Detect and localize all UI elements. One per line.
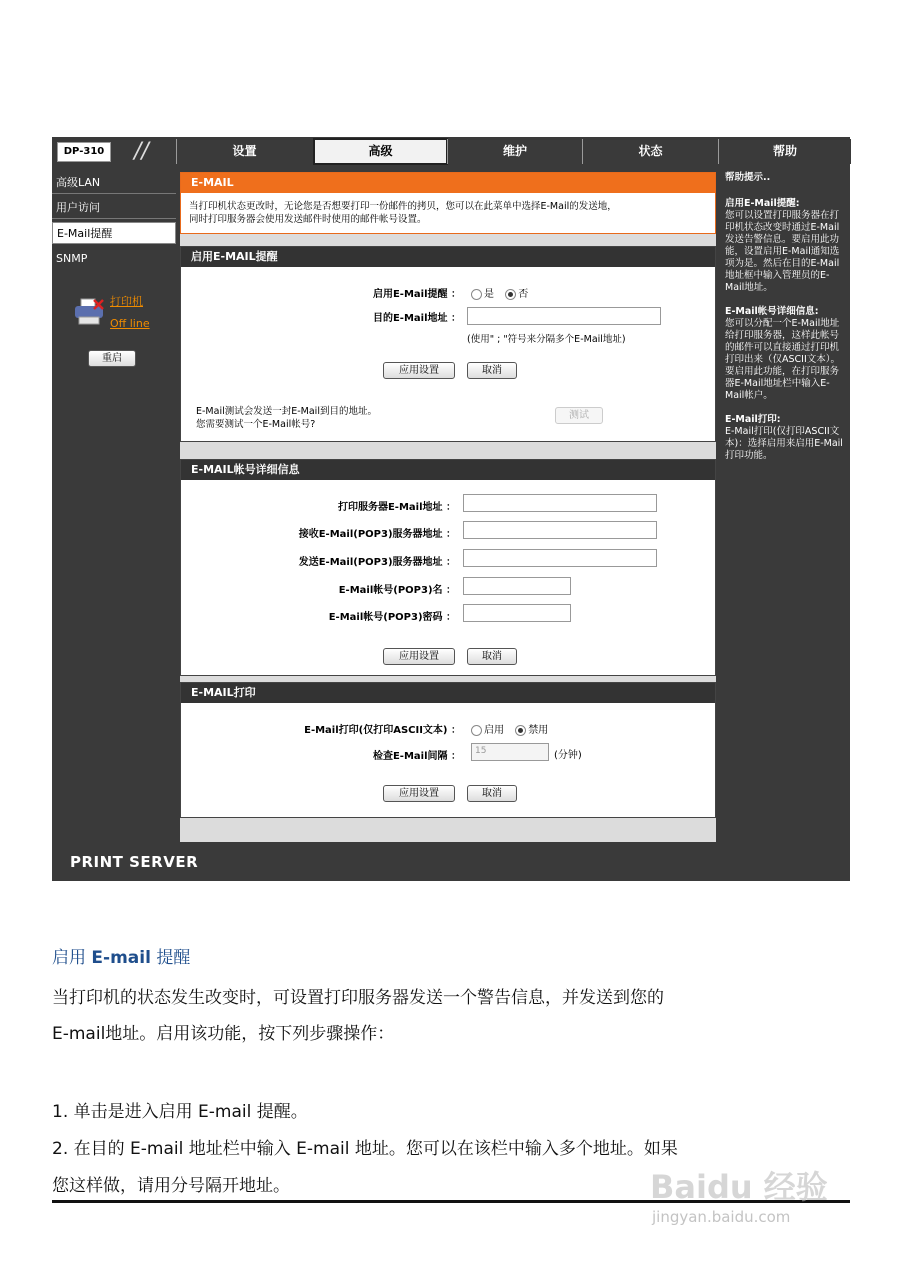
apply-button[interactable]: 应用设置 [383,785,455,802]
radio-yes[interactable] [471,289,482,300]
sidebar-item-advanced-lan[interactable]: 高级LAN [52,172,176,194]
doc-heading-prefix: 启用 [52,948,92,968]
dest-email-label: 目的E-Mail地址 ： [372,313,461,324]
pop3-account-input[interactable] [463,577,571,595]
help-panel [721,169,850,841]
cancel-button[interactable]: 取消 [467,362,517,379]
doc-step-1: 1. 单击是进入启用 E-mail 提醒。 [52,1102,308,1122]
tab-maintenance[interactable]: 维护 [447,139,582,164]
apply-button[interactable]: 应用设置 [383,362,455,379]
offline-status-link[interactable]: Off line [110,317,150,330]
test-note [196,405,377,431]
smtp-server-input[interactable] [463,549,657,567]
help-text-print: E-Mail打印(仅打印ASCII文本)：选择启用来启用E-Mail打印功能。 [725,426,843,461]
doc-heading [52,943,190,968]
pop3-password-label: E-Mail帐号(POP3)密码 ： [328,612,456,623]
main-content [180,172,716,842]
email-print-label: E-Mail打印(仅打印ASCII文本) ： [304,725,461,736]
pop3-server-input[interactable] [463,521,657,539]
doc-paragraph-line-1: 当打印机的状态发生改变时，可设置打印服务器发送一个警告信息，并发送到您的 [52,988,664,1008]
printer-icon [72,297,106,327]
pop3-account-label: E-Mail帐号(POP3)名 ： [338,585,456,596]
email-print-radio-group [471,721,548,736]
test-note-line-2: 您需要测试一个E-Mail帐号? [196,419,316,430]
enable-alert-label: 启用E-Mail提醒 ： [372,289,461,300]
radio-enable[interactable] [471,725,482,736]
dest-email-input[interactable] [467,307,661,325]
enable-email-alert-panel [180,246,716,442]
top-nav [52,137,850,166]
interval-unit: (分钟) [554,750,582,761]
tab-help[interactable]: 帮助 [718,139,851,164]
print-section-title: E-MAIL打印 [181,683,715,703]
cancel-button[interactable]: 取消 [467,648,517,665]
email-print-panel [180,682,716,818]
doc-heading-bold: E-mail [91,948,151,968]
help-text-enable: 您可以设置打印服务器在打印机状态改变时通过E-Mail发送告警信息。要启用此功能，设置启用E-Mail通知选项为是。然后在目的E-Mail地址框中输入管理员的E-Mail地址。 [725,210,840,293]
restart-button[interactable]: 重启 [88,350,136,367]
help-title-account: E-Mail帐号详细信息: [725,306,819,317]
tab-advanced[interactable]: 高级 [313,138,448,165]
sidebar-item-snmp[interactable]: SNMP [56,252,88,265]
dest-email-hint: (使用" ; "符号来分隔多个E-Mail地址) [467,334,626,345]
printer-link[interactable]: 打印机 [110,295,143,308]
apply-button[interactable]: 应用设置 [383,648,455,665]
doc-step-2-line-2: 您这样做，请用分号隔开地址。 [52,1176,290,1196]
doc-paragraph-line-2: E-mail地址。启用该功能，按下列步骤操作： [52,1024,395,1044]
logo-slash-icon: // [134,139,149,164]
radio-disable-label: 禁用 [528,725,549,736]
help-title-enable: 启用E-Mail提醒: [725,198,800,209]
email-intro-panel [180,172,716,234]
help-text-account: 您可以分配一个E-Mail地址给打印服务器，这样此帐号的邮件可以直接通过打印机打印出来（仅ASCII文本）。要启用此功能，在打印服务器E-Mail地址栏中输入E-Mail帐户。 [725,318,841,401]
server-email-label: 打印服务器E-Mail地址 ： [337,502,456,513]
email-intro-description [189,200,709,226]
doc-step-2-line-1: 2. 在目的 E-mail 地址栏中输入 E-mail 地址。您可以在该栏中输入多个地址。如果 [52,1139,678,1159]
tab-setup[interactable]: 设置 [176,139,312,164]
model-label: DP-310 [57,142,111,162]
pop3-password-input[interactable] [463,604,571,622]
server-email-input[interactable] [463,494,657,512]
sidebar-item-email-alert[interactable]: E-Mail提醒 [52,222,176,244]
radio-enable-label: 启用 [484,725,504,736]
check-interval-label: 检查E-Mail间隔 ： [372,751,461,762]
test-note-line-1: E-Mail测试会发送一封E-Mail到目的地址。 [196,406,377,417]
pop3-server-label: 接收E-Mail(POP3)服务器地址 ： [298,529,456,540]
tab-status[interactable]: 状态 [582,139,718,164]
description-line-2: 同时打印服务器会使用发送邮件时使用的邮件帐号设置。 [189,214,427,225]
help-title-print: E-Mail打印: [725,414,781,425]
account-section-title: E-MAIL帐号详细信息 [181,460,715,480]
radio-no-label: 否 [518,289,529,300]
enable-section-title: 启用E-MAIL提醒 [181,247,715,267]
check-interval-input[interactable]: 15 [471,743,549,761]
cancel-button[interactable]: 取消 [467,785,517,802]
enable-alert-radio-group [471,285,528,300]
footer-banner: PRINT SERVER [52,843,850,881]
test-button[interactable]: 测试 [555,407,603,424]
logo [54,140,174,164]
radio-disable[interactable] [515,725,526,736]
radio-no[interactable] [505,289,516,300]
watermark-logo: Baidu 经验 [650,1168,828,1206]
print-server-ui [52,137,850,881]
sidebar-item-user-access[interactable]: 用户访问 [52,197,176,219]
radio-yes-label: 是 [484,289,494,300]
email-account-panel [180,459,716,676]
doc-heading-suffix: 提醒 [150,948,191,968]
email-intro-title: E-MAIL [181,173,715,193]
description-line-1: 当打印机状态更改时，无论您是否想要打印一份邮件的拷贝，您可以在此菜单中选择E-Mail的发送地， [189,201,617,212]
watermark-url: jingyan.baidu.com [652,1208,791,1226]
help-heading: 帮助提示.. [725,172,771,183]
smtp-server-label: 发送E-Mail(POP3)服务器地址 ： [298,557,456,568]
